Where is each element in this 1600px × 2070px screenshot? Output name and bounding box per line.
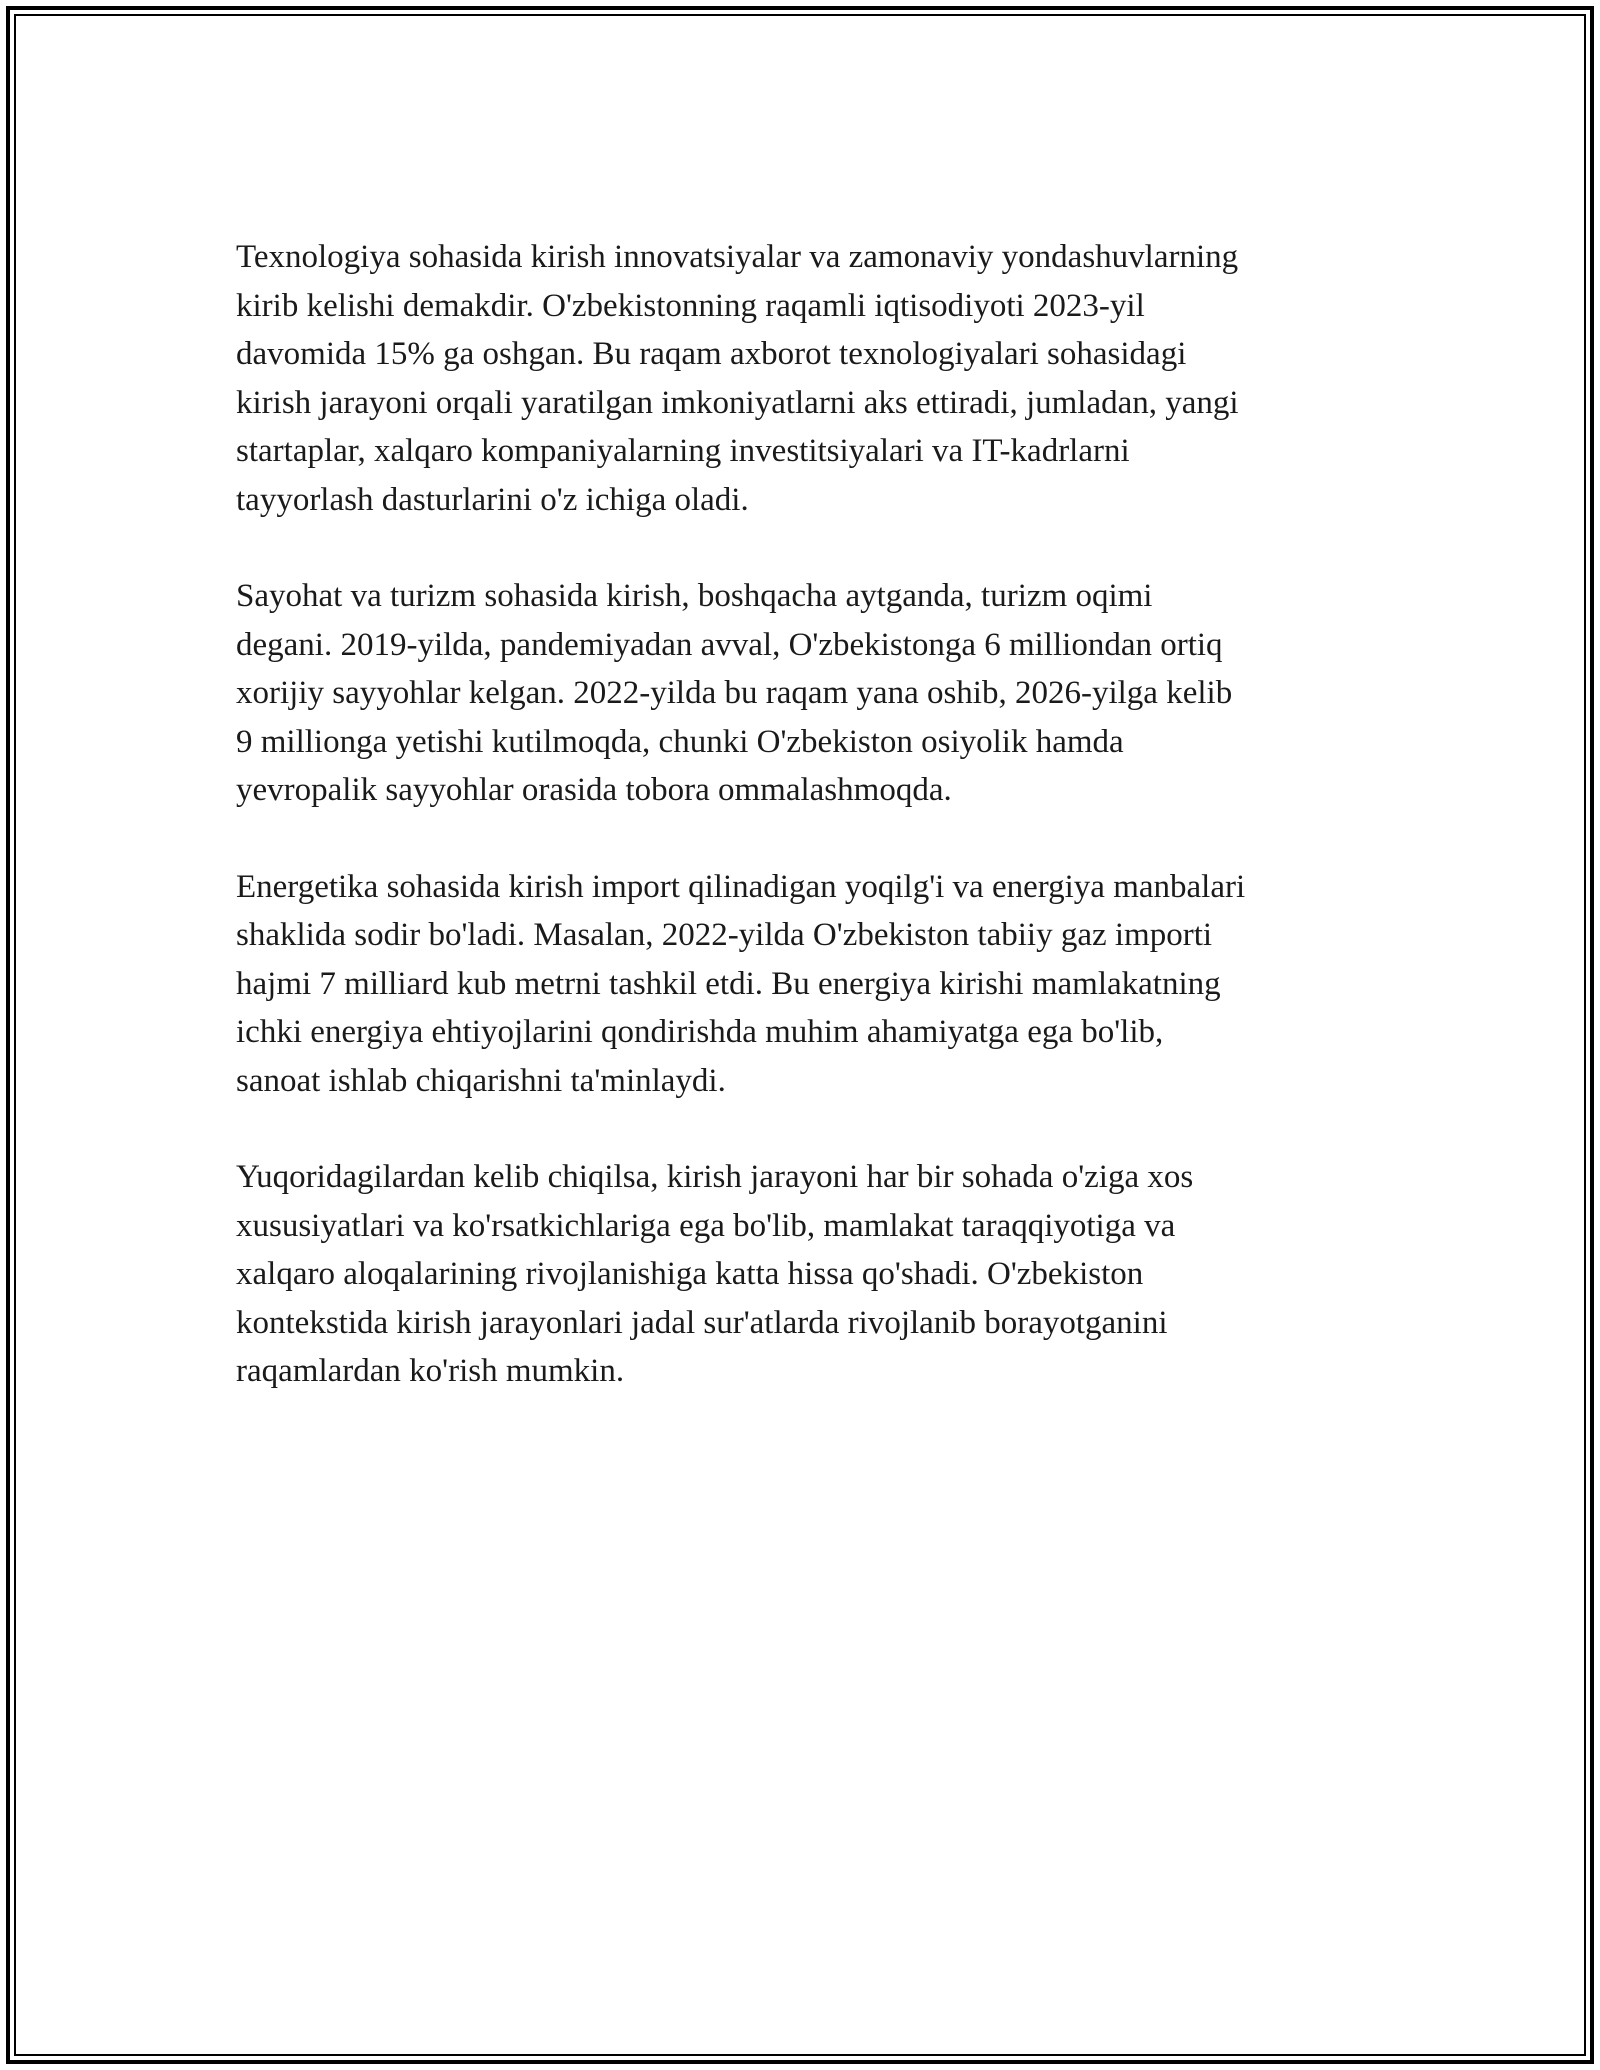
text-line: shaklida sodir bo'ladi. Masalan, 2022-yilda O'zbekiston tabiiy gaz importi [236, 917, 1213, 953]
text-line: davomida 15% ga oshgan. Bu raqam axborot texnologiyalari sohasidagi [236, 336, 1187, 372]
text-line: ichki energiya ehtiyojlarini qondirishda muhim ahamiyatga ega bo'lib, [236, 1014, 1164, 1050]
text-line: Texnologiya sohasida kirish innovatsiyalar va zamonaviy yondashuvlarning [236, 239, 1239, 275]
paragraph-tourism [236, 572, 1376, 815]
text-line: Yuqoridagilardan kelib chiqilsa, kirish jarayoni har bir sohada o'ziga xos [236, 1159, 1194, 1195]
text-line: kirish jarayoni orqali yaratilgan imkoniyatlarni aks ettiradi, jumladan, yangi [236, 384, 1239, 421]
text-line: Energetika sohasida kirish import qilinadigan yoqilg'i va energiya manbalari [236, 868, 1246, 905]
text-line: degani. 2019-yilda, pandemiyadan avval, O'zbekistonga 6 milliondan ortiq [236, 626, 1223, 663]
paragraph-technology [236, 233, 1376, 524]
text-line: xorijiy sayyohlar kelgan. 2022-yilda bu raqam yana oshib, 2026-yilga kelib [236, 675, 1233, 711]
text-line: hajmi 7 milliard kub metrni tashkil etdi. Bu energiya kirishi mamlakatning [236, 965, 1221, 1002]
paragraph-conclusion [236, 1153, 1376, 1396]
text-line: yevropalik sayyohlar orasida tobora ommalashmoqda. [236, 772, 952, 808]
text-line: raqamlardan ko'rish mumkin. [236, 1353, 625, 1389]
text-line: 9 millionga yetishi kutilmoqda, chunki O'zbekiston osiyolik hamda [236, 723, 1124, 760]
text-line: Sayohat va turizm sohasida kirish, boshqacha aytganda, turizm oqimi [236, 578, 1153, 614]
text-line: xalqaro aloqalarining rivojlanishiga katta hissa qo'shadi. O'zbekiston [236, 1256, 1144, 1292]
document-body [236, 233, 1376, 1444]
text-line: xususiyatlari va ko'rsatkichlariga ega bo'lib, mamlakat taraqqiyotiga va [236, 1207, 1176, 1244]
text-line: tayyorlash dasturlarini o'z ichiga oladi. [236, 481, 749, 518]
paragraph-energy [236, 863, 1376, 1106]
text-line: sanoat ishlab chiqarishni ta'minlaydi. [236, 1062, 726, 1099]
text-line: kirib kelishi demakdir. O'zbekistonning raqamli iqtisodiyoti 2023-yil [236, 287, 1145, 324]
text-line: startaplar, xalqaro kompaniyalarning investitsiyalari va IT-kadrlarni [236, 433, 1130, 469]
text-line: kontekstida kirish jarayonlari jadal sur'atlarda rivojlanib borayotganini [236, 1304, 1168, 1341]
